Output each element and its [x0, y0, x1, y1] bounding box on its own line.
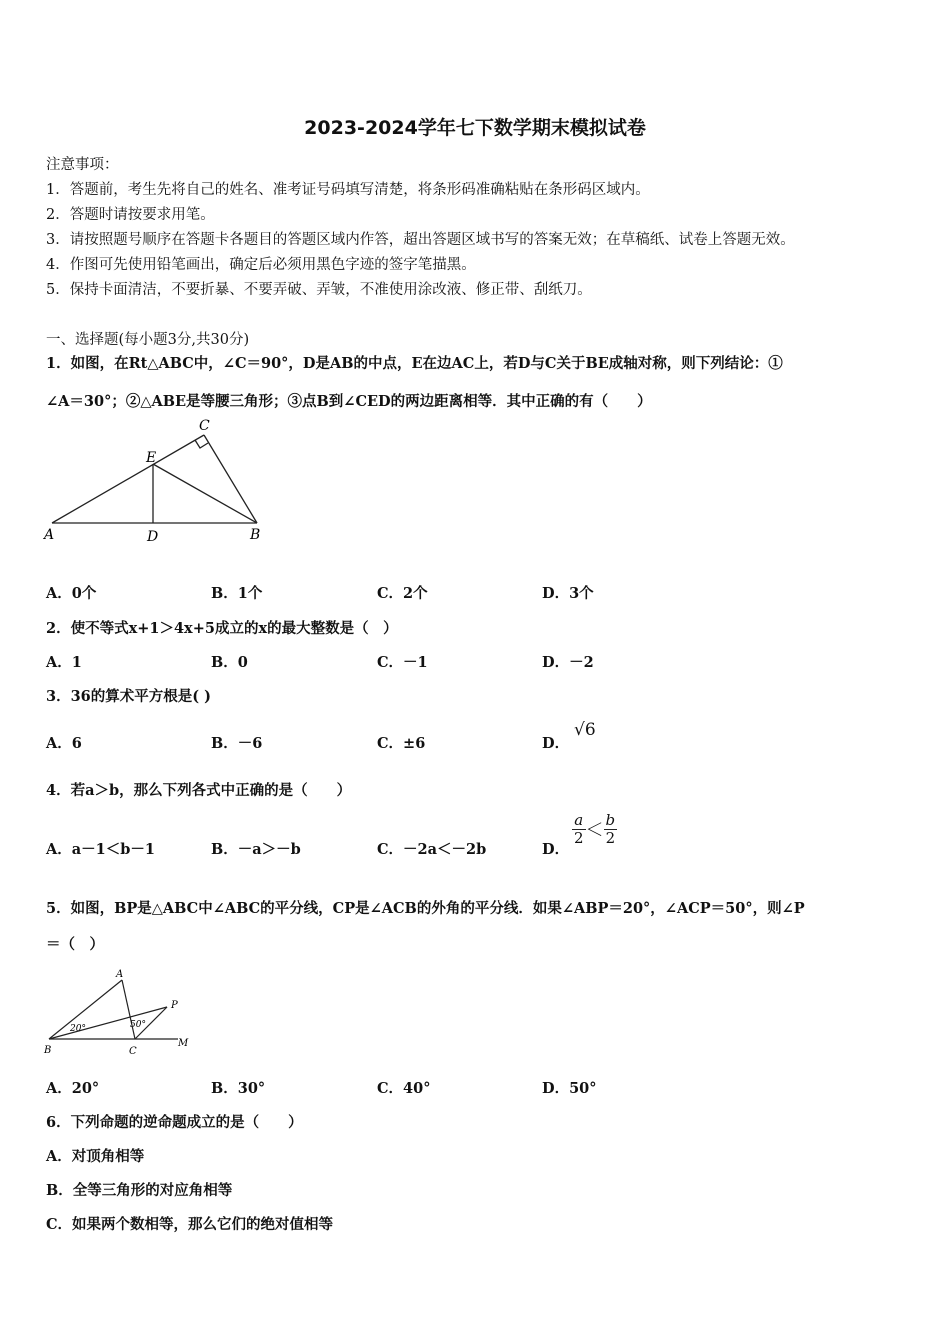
label-b: B: [44, 1045, 52, 1056]
note-item: 5．保持卡面清洁，不要折暴、不要弄破、弄皱，不准使用涂改液、修正带、刮纸刀。: [46, 282, 592, 298]
q4-option-d-math: $\frac{a}{2}$ ＜ $\frac{b}{2}$: [574, 811, 616, 847]
q4-option-a[interactable]: A．a－1＜b－1: [46, 841, 155, 858]
q5-figure: [40, 965, 200, 1060]
q1-option-a[interactable]: A．0个: [46, 585, 97, 602]
fraction: $\frac{a}{2}$: [574, 811, 584, 847]
segment-bp: [49, 1007, 167, 1039]
q3-option-a[interactable]: A．6: [46, 735, 82, 752]
q1-figure: [40, 415, 280, 550]
q5-text-line2: ＝（ ）: [46, 936, 104, 953]
q2-option-a[interactable]: A．1: [46, 654, 82, 671]
note-item: 1．答题前，考生先将自己的姓名、准考证号码填写清楚，将条形码准确粘贴在条形码区域内。: [46, 182, 650, 198]
note-item: 3．请按照题号顺序在答题卡各题目的答题区域内作答，超出答题区域书写的答案无效；在草稿纸、试卷上答题无效。: [46, 232, 795, 248]
right-angle-mark: [195, 440, 208, 448]
label-c: C: [199, 418, 210, 434]
q5-option-d[interactable]: D．50°: [542, 1080, 597, 1097]
note-item: 4．作图可先使用铅笔画出，确定后必须用黑色字迹的签字笔描黑。: [46, 257, 476, 273]
q1-text-line1: 1．如图，在Rt△ABC中，∠C＝90°，D是AB的中点，E在边AC上，若D与C关于BE成轴对称，则下列结论：①: [46, 355, 783, 372]
q5-option-b[interactable]: B．30°: [211, 1080, 266, 1097]
q3-text: 3．36的算术平方根是( ): [46, 688, 212, 705]
fraction: $\frac{b}{2}$: [605, 811, 616, 847]
q1-option-c[interactable]: C．2个: [377, 585, 428, 602]
q3-option-c[interactable]: C．±6: [377, 735, 426, 752]
label-d: D: [147, 529, 159, 545]
q4-option-b[interactable]: B．－a＞－b: [211, 841, 301, 858]
label-b: B: [250, 527, 261, 543]
label-a: A: [44, 527, 55, 543]
note-item: 2．答题时请按要求用笔。: [46, 207, 215, 223]
label-a: A: [116, 969, 124, 980]
q2-option-c[interactable]: C．－1: [377, 654, 428, 671]
section-heading: 一、选择题(每小题3分,共30分): [46, 332, 250, 348]
q3-option-b[interactable]: B．－6: [211, 735, 263, 752]
label-m: M: [178, 1038, 189, 1049]
segment-ac: [122, 980, 135, 1039]
q1-text-line2: ∠A＝30°；②△ABE是等腰三角形；③点B到∠CED的两边距离相等．其中正确的有（ ）: [46, 393, 652, 410]
q4-option-d[interactable]: D．: [542, 841, 570, 858]
segment-eb: [153, 464, 257, 523]
q3-option-d-math: √6: [574, 720, 596, 740]
page-title: 2023-2024学年七下数学期末模拟试卷: [304, 117, 646, 139]
q5-option-a[interactable]: A．20°: [46, 1080, 100, 1097]
segment-ac: [52, 435, 204, 523]
segment-cb: [204, 435, 257, 523]
q1-option-b[interactable]: B．1个: [211, 585, 263, 602]
q4-text: 4．若a＞b，那么下列各式中正确的是（ ）: [46, 782, 352, 799]
notes-heading: 注意事项：: [46, 157, 119, 173]
label-p: P: [171, 1000, 178, 1011]
q3-option-d[interactable]: D．: [542, 735, 570, 752]
angle-label-abp: 20°: [70, 1024, 86, 1034]
q5-option-c[interactable]: C．40°: [377, 1080, 431, 1097]
q6-text: 6．下列命题的逆命题成立的是（ ）: [46, 1114, 303, 1131]
q6-option-b[interactable]: B．全等三角形的对应角相等: [46, 1182, 233, 1199]
q2-text: 2．使不等式x+1＞4x+5成立的x的最大整数是（ ）: [46, 620, 398, 637]
q5-text-line1: 5．如图，BP是△ABC中∠ABC的平分线，CP是∠ACB的外角的平分线．如果∠ABP＝20°，∠ACP＝50°，则∠P: [46, 900, 805, 917]
q2-option-b[interactable]: B．0: [211, 654, 248, 671]
q6-option-a[interactable]: A．对顶角相等: [46, 1148, 145, 1165]
label-e: E: [146, 450, 157, 466]
q6-option-c[interactable]: C．如果两个数相等，那么它们的绝对值相等: [46, 1216, 334, 1233]
q4-option-c[interactable]: C．－2a＜－2b: [377, 841, 487, 858]
label-c: C: [129, 1046, 137, 1057]
angle-label-acp: 50°: [130, 1020, 146, 1030]
q2-option-d[interactable]: D．－2: [542, 654, 594, 671]
q1-option-d[interactable]: D．3个: [542, 585, 594, 602]
